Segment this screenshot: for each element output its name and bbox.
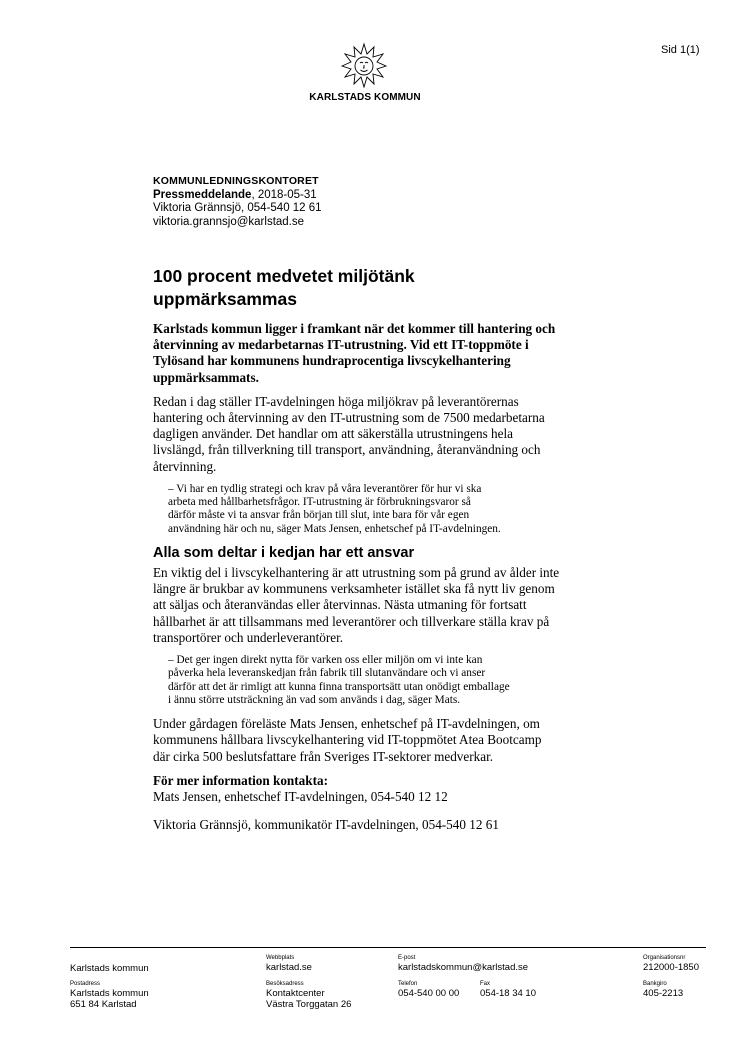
title-line: uppmärksammas bbox=[153, 289, 297, 309]
quote bbox=[168, 654, 628, 707]
footer-besoksadress bbox=[266, 981, 351, 1010]
footer-fax bbox=[480, 981, 536, 999]
footer-label: Organisationsnr bbox=[643, 955, 686, 961]
text-line: därför måste vi ta ansvar från början till slut, inte bara för vår egen bbox=[168, 509, 470, 522]
paragraph bbox=[153, 565, 628, 646]
text-line: därför att det är rimligt att kunna finna transportsätt utan onödigt emballage bbox=[168, 680, 510, 693]
page-number: Sid 1(1) bbox=[661, 44, 700, 56]
footer-value: karlstadskommun@karlstad.se bbox=[398, 962, 529, 973]
text-line: transportörer och underleverantörer. bbox=[153, 629, 344, 645]
text-line: Tylösand har kommunens hundraprocentiga livscykelhantering bbox=[153, 353, 511, 369]
text-line: uppmärksammats. bbox=[153, 369, 259, 385]
text-line: dagligen använder. Det handlar om att säkerställa utrustningens hela bbox=[153, 426, 513, 442]
footer-value: 405-2213 bbox=[643, 988, 684, 999]
text-line: längre är brukbar av kommunens verksamheter istället ska få nytt liv genom bbox=[153, 581, 555, 597]
text-line: där cirka 500 beslutsfattare från Sveriges IT-sektorer medverkar. bbox=[153, 748, 494, 764]
footer-label: Bankgiro bbox=[643, 981, 667, 987]
footer-value: Karlstads kommun bbox=[70, 988, 149, 999]
page-title bbox=[153, 265, 573, 311]
footer-label: Telefon bbox=[398, 981, 418, 987]
footer-label: Webbplats bbox=[266, 955, 295, 961]
footer-orgnr bbox=[643, 955, 699, 973]
contact-person: Viktoria Grännsjö, kommunikatör IT-avdelningen, 054-540 12 61 bbox=[153, 817, 499, 833]
text-line: – Det ger ingen direkt nytta för varken oss eller miljön om vi inte kan bbox=[168, 654, 483, 667]
text-line: användning här och nu, säger Mats Jensen, enhetschef på IT-avdelningen. bbox=[168, 522, 501, 535]
contact-heading: För mer information kontakta: bbox=[153, 772, 328, 788]
text-line: arbeta med hållbarhetsfrågor. IT-utrustning är förbrukningsvaror så bbox=[168, 496, 471, 509]
footer-epost bbox=[398, 955, 528, 973]
text-line: påverka hela leveranskedjan från fabrik till slutanvändare och vi anser bbox=[168, 667, 486, 680]
text-line: En viktig del i livscykelhantering är att utrustning som på grund av ålder inte bbox=[153, 565, 560, 581]
contact-line: Viktoria Grännsjö, 054-540 12 61 bbox=[153, 202, 322, 214]
title-line: 100 procent medvetet miljötänk bbox=[153, 266, 415, 286]
text-line: livslängd, från tillverkning till transport, användning, återanvändning och bbox=[153, 442, 541, 458]
quote bbox=[168, 483, 628, 536]
paragraph bbox=[153, 716, 628, 765]
footer-webbplats bbox=[266, 955, 312, 973]
text-line: Under gårdagen föreläste Mats Jensen, enhetschef på IT-avdelningen, om bbox=[153, 716, 540, 732]
text-line: – Vi har en tydlig strategi och krav på våra leverantörer för hur vi ska bbox=[168, 482, 482, 495]
doc-date: , 2018-05-31 bbox=[251, 188, 317, 201]
text-line: hantering och återvinning av den IT-utrustning som de 7500 medarbetarna bbox=[153, 410, 545, 426]
paragraph bbox=[153, 394, 628, 475]
footer-value: karlstad.se bbox=[266, 962, 312, 973]
footer-label: Fax bbox=[480, 981, 491, 987]
text-line: hållbarhet är att tillsammans med leverantörer och tillverkare ställa krav på bbox=[153, 613, 550, 629]
organization-name: KARLSTADS KOMMUN bbox=[309, 92, 421, 103]
contact-person: Mats Jensen, enhetschef IT-avdelningen, 054-540 12 12 bbox=[153, 789, 448, 805]
footer-telefon bbox=[398, 981, 459, 999]
footer-label: Besöksadress bbox=[266, 981, 304, 987]
footer-org-name: Karlstads kommun bbox=[70, 963, 149, 974]
footer-value: 651 84 Karlstad bbox=[70, 999, 137, 1010]
sun-face-icon bbox=[341, 42, 387, 88]
footer-value: 054-540 00 00 bbox=[398, 988, 460, 999]
section-heading: Alla som deltar i kedjan har ett ansvar bbox=[153, 545, 415, 562]
text-line: återvinning av medarbetarnas IT-utrustning. Vid ett IT-toppmöte i bbox=[153, 337, 529, 353]
text-line: att säljas och återanvändas eller återvinnas. Nästa utmaning för fortsatt bbox=[153, 597, 527, 613]
contact-block bbox=[153, 773, 628, 805]
footer-bankgiro bbox=[643, 981, 683, 999]
footer-label: E-post bbox=[398, 955, 416, 961]
text-line: Redan i dag ställer IT-avdelningen höga miljökrav på leverantörernas bbox=[153, 393, 519, 409]
doc-type: Pressmeddelande bbox=[153, 188, 252, 201]
text-line: kommunens hållbara livscykelhantering vid IT-toppmötet Atea Bootcamp bbox=[153, 732, 542, 748]
department: KOMMUNLEDNINGSKONTORET bbox=[153, 175, 319, 187]
footer-postadress bbox=[70, 981, 149, 1010]
footer-value: Kontaktcenter bbox=[266, 988, 325, 999]
contact-email: viktoria.grannsjo@karlstad.se bbox=[153, 215, 305, 228]
doc-type-line bbox=[153, 189, 322, 203]
text-line: Karlstads kommun ligger i framkant när det kommer till hantering och bbox=[153, 321, 556, 336]
footer-value: 212000-1850 bbox=[643, 962, 699, 973]
footer-label: Postadress bbox=[70, 981, 101, 987]
text-line: återvinning. bbox=[153, 458, 217, 474]
footer-value: Västra Torggatan 26 bbox=[266, 999, 352, 1010]
article-body bbox=[153, 321, 628, 833]
text-line: i ännu större utsträckning än vad som används i dag, säger Mats. bbox=[168, 693, 461, 706]
footer-value: 054-18 34 10 bbox=[480, 988, 536, 999]
sender-block bbox=[153, 175, 322, 229]
lead-paragraph bbox=[153, 321, 628, 386]
footer-divider bbox=[70, 947, 706, 948]
